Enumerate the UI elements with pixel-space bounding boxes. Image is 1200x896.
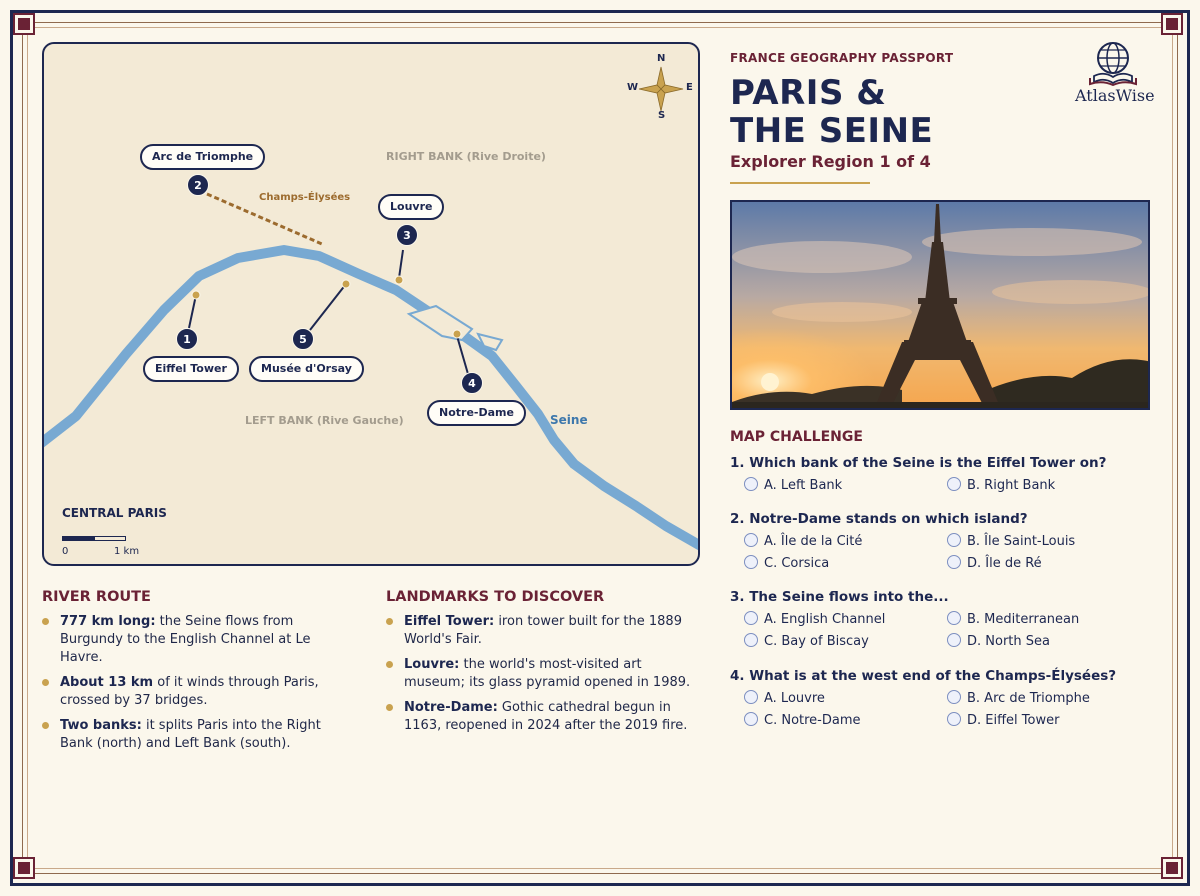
corner-ornament [15,15,33,33]
radio-button[interactable] [744,712,758,726]
q3-option-c[interactable]: C. Bay of Biscay [744,633,869,651]
title-line-1: PARIS & [730,73,887,113]
map-drawing [44,44,700,566]
brand-logo-text: AtlasWise [1075,86,1155,105]
leader-line [310,284,346,330]
radio-button[interactable] [744,533,758,547]
page-title [730,74,933,150]
q2-option-d[interactable]: D. Île de Ré [947,555,1042,573]
q4-option-d[interactable]: D. Eiffel Tower [947,712,1059,730]
question-4: 4. What is at the west end of the Champs-Élysées? [730,668,1117,684]
q3-option-a[interactable]: A. English Channel [744,611,885,629]
landmark-notre-dame[interactable]: Notre-Dame [427,400,526,426]
q2-option-b[interactable]: B. Île Saint-Louis [947,533,1075,551]
landmark-fact: Louvre: the world's most-visited art museum; its glass pyramid opened in 1989. [386,656,692,692]
q4-option-b[interactable]: B. Arc de Triomphe [947,690,1090,708]
radio-button[interactable] [744,477,758,491]
river-fact: 777 km long: the Seine flows from Burgundy to the English Channel at Le Havre. [42,613,334,667]
radio-button[interactable] [947,633,961,647]
q2-option-a[interactable]: A. Île de la Cité [744,533,862,551]
landmark-fact: Notre-Dame: Gothic cathedral begun in 1163, reopened in 2024 after the 2019 fire. [386,699,692,735]
compass-n-label: N [657,53,666,64]
q3-option-d[interactable]: D. North Sea [947,633,1050,651]
radio-button[interactable] [947,477,961,491]
title-line-2: THE SEINE [730,111,934,151]
leader-line [399,250,403,278]
radio-button[interactable] [744,611,758,625]
landmark-fact: Eiffel Tower: iron tower built for the 1889 World's Fair. [386,613,692,649]
question-2: 2. Notre-Dame stands on which island? [730,511,1028,527]
site-dot [395,276,403,284]
q4-option-a[interactable]: A. Louvre [744,690,825,708]
champs-elysees-label: Champs-Élysées [259,192,351,203]
divider [730,182,870,184]
radio-button[interactable] [947,533,961,547]
paris-map [42,42,700,566]
right-bank-label: RIGHT BANK (Rive Droite) [386,150,546,163]
marker-2[interactable]: 2 [187,174,209,196]
q1-option-a[interactable]: A. Left Bank [744,477,842,495]
landmark-arc-de-triomphe[interactable]: Arc de Triomphe [140,144,265,170]
radio-button[interactable] [947,555,961,569]
landmark-musee-dorsay[interactable]: Musée d'Orsay [249,356,364,382]
seine-river [44,250,700,549]
marker-5[interactable]: 5 [292,328,314,350]
scale-start: 0 [62,546,69,557]
map-region-label: CENTRAL PARIS [62,506,167,520]
globe-book-icon [1088,40,1138,86]
subtitle: Explorer Region 1 of 4 [730,152,931,171]
radio-button[interactable] [947,690,961,704]
corner-ornament [15,859,33,877]
marker-3[interactable]: 3 [396,224,418,246]
radio-button[interactable] [744,690,758,704]
river-fact: Two banks: it splits Paris into the Right Bank (north) and Left Bank (south). [42,717,334,753]
left-bank-label: LEFT BANK (Rive Gauche) [245,414,404,427]
question-3: 3. The Seine flows into the... [730,589,949,605]
site-dot [453,330,461,338]
radio-button[interactable] [947,712,961,726]
radio-button[interactable] [744,633,758,647]
river-route-heading: RIVER ROUTE [42,589,151,605]
corner-ornament [1163,859,1181,877]
radio-button[interactable] [947,611,961,625]
marker-1[interactable]: 1 [176,328,198,350]
kicker: FRANCE GEOGRAPHY PASSPORT [730,51,954,65]
q3-option-b[interactable]: B. Mediterranean [947,611,1079,629]
site-dot [342,280,350,288]
compass-e-label: E [686,82,693,93]
marker-4[interactable]: 4 [461,372,483,394]
map-challenge-heading: MAP CHALLENGE [730,429,863,445]
compass-rose-icon [639,67,683,111]
radio-button[interactable] [744,555,758,569]
q2-option-c[interactable]: C. Corsica [744,555,829,573]
compass-s-label: S [658,110,666,121]
corner-ornament [1163,15,1181,33]
eiffel-tower-photo [730,200,1150,410]
compass-w-label: W [627,82,639,93]
site-dot [192,291,200,299]
seine-label: Seine [550,413,588,427]
ile-de-la-cite [409,306,472,340]
q1-option-b[interactable]: B. Right Bank [947,477,1055,495]
scale-end: 1 km [114,546,140,557]
river-fact: About 13 km of it winds through Paris, crossed by 37 bridges. [42,674,334,710]
scale-bar [62,536,126,541]
leader-line [189,295,196,328]
landmark-louvre[interactable]: Louvre [378,194,444,220]
eiffel-sunset-image [732,202,1150,410]
question-1: 1. Which bank of the Seine is the Eiffel Tower on? [730,455,1107,471]
landmark-eiffel-tower[interactable]: Eiffel Tower [143,356,239,382]
landmarks-heading: LANDMARKS TO DISCOVER [386,589,605,605]
q4-option-c[interactable]: C. Notre-Dame [744,712,861,730]
